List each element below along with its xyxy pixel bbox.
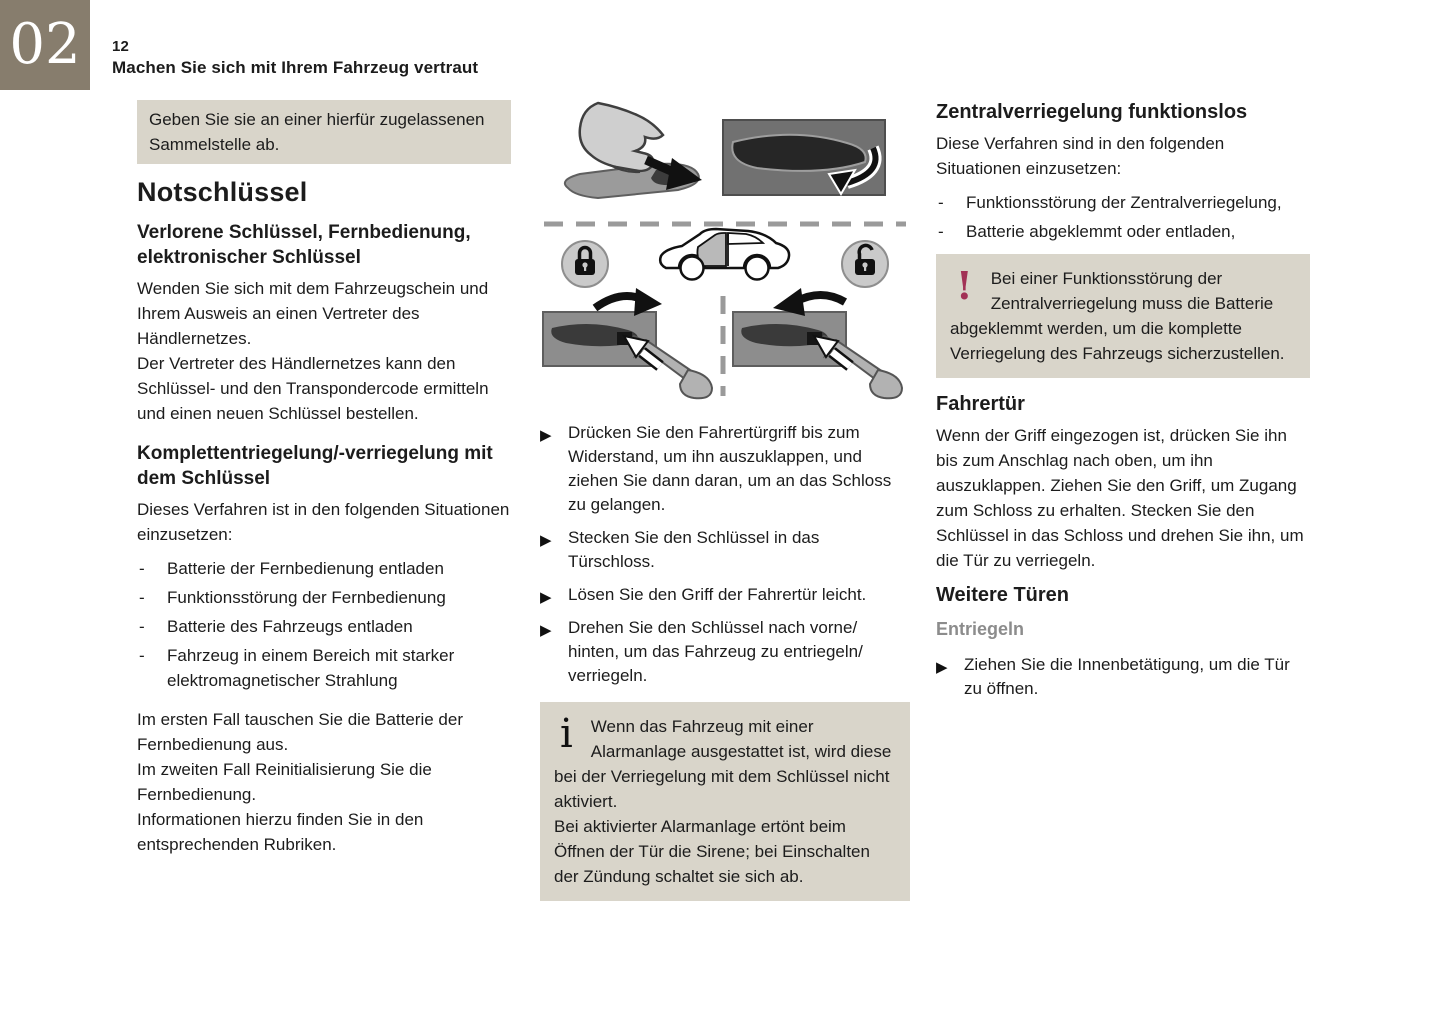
step-item (540, 526, 910, 574)
page-number: 12 (112, 38, 130, 55)
info-box-text: Wenn das Fahrzeug mit einer Alarmanlage ausgestattet ist, wird diese bei der Verriegelung mit dem Schlüssel nicht aktiviert. (554, 717, 892, 811)
left-column (137, 100, 511, 857)
paragraph: Informationen hierzu finden Sie in den entsprechenden Rubriken. (137, 810, 424, 854)
warning-box (936, 254, 1310, 378)
section-title: Notschlüssel (137, 177, 308, 207)
heading-unlock: Entriegeln (936, 619, 1025, 639)
hand-press-handle-icon (565, 103, 702, 198)
list-item-text: Batterie der Fernbedienung entladen (167, 559, 444, 578)
dash-marker: - (139, 559, 145, 578)
other-doors-steps (936, 653, 1310, 701)
chapter-number: 02 (9, 12, 81, 77)
list-item (137, 643, 511, 693)
list-item-text: Funktionsstörung der Zentralverriegelung, (966, 193, 1282, 212)
lost-keys-text (137, 276, 511, 426)
list-item-text: Funktionsstörung der Fernbedienung (167, 588, 446, 607)
step-item (936, 653, 1310, 701)
step-arrow-icon: ▶ (540, 588, 552, 606)
heading-other-doors: Weitere Türen (936, 584, 1069, 606)
heading-central-locking: Zentralverriegelung funktionslos (936, 101, 1248, 123)
heading-lost-keys: Verlorene Schlüssel, Fernbedienung, elektronischer Schlüssel (137, 222, 471, 268)
step-arrow-icon: ▶ (540, 531, 552, 549)
car-side-icon (660, 229, 789, 280)
full-unlock-text (137, 707, 511, 857)
dash-marker: - (139, 588, 145, 607)
page-title: Machen Sie sich mit Ihrem Fahrzeug vertraut (112, 58, 479, 77)
list-item-text: Batterie abgeklemmt oder entladen, (966, 222, 1236, 241)
dash-marker: - (139, 617, 145, 636)
step-item (540, 421, 910, 517)
dash-marker: - (139, 646, 145, 665)
central-locking-list (936, 190, 1310, 244)
lock-closed-icon (562, 241, 608, 287)
step-text: Stecken Sie den Schlüssel in das Türschloss. (568, 528, 820, 571)
key-turn-lock-icon (543, 288, 712, 398)
full-unlock-list (137, 556, 511, 693)
info-box (540, 702, 910, 901)
paragraph: Der Vertreter des Händlernetzes kann den Schlüssel- und den Transpondercode ermitteln und einen neuen Schlüssel bestellen. (137, 354, 489, 423)
list-item (936, 190, 1310, 215)
right-column (936, 100, 1310, 701)
step-text: Drehen Sie den Schlüssel nach vorne/ hinten, um das Fahrzeug zu entriegeln/ verriegeln. (568, 618, 863, 685)
note-box (137, 100, 511, 164)
key-steps (540, 421, 910, 688)
info-box-text: Bei aktivierter Alarmanlage ertönt beim Öffnen der Tür die Sirene; bei Einschalten der Zündung schaltet sie sich ab. (554, 817, 870, 886)
paragraph: Wenden Sie sich mit dem Fahrzeugschein und Ihrem Ausweis an einen Vertreter des Händlernetzes. (137, 279, 489, 348)
warning-icon: ! (956, 263, 973, 308)
info-icon: i (560, 711, 573, 757)
note-box-text: Geben Sie sie an einer hierfür zugelassenen Sammelstelle ab. (149, 110, 485, 154)
chapter-number-block (0, 0, 90, 90)
door-lock-illustration (540, 100, 910, 400)
paragraph: Im zweiten Fall Reinitialisierung Sie die Fernbedienung. (137, 760, 432, 804)
paragraph: Im ersten Fall tauschen Sie die Batterie der Fernbedienung aus. (137, 710, 463, 754)
central-locking-intro: Diese Verfahren sind in den folgenden Situationen einzusetzen: (936, 134, 1225, 178)
dash-marker: - (938, 222, 944, 241)
step-text: Ziehen Sie die Innenbetätigung, um die Tür zu öffnen. (964, 655, 1290, 698)
list-item (936, 219, 1310, 244)
key-turn-unlock-icon (733, 288, 902, 398)
handle-fold-out-icon (723, 120, 885, 195)
middle-column (540, 100, 910, 901)
step-text: Lösen Sie den Griff der Fahrertür leicht. (568, 585, 867, 604)
list-item-text: Fahrzeug in einem Bereich mit starker elektromagnetischer Strahlung (167, 646, 455, 690)
step-item (540, 616, 910, 688)
step-arrow-icon: ▶ (936, 658, 948, 676)
list-item-text: Batterie des Fahrzeugs entladen (167, 617, 413, 636)
dash-marker: - (938, 193, 944, 212)
full-unlock-intro: Dieses Verfahren ist in den folgenden Situationen einzusetzen: (137, 500, 510, 544)
page-header (112, 38, 478, 78)
list-item (137, 556, 511, 581)
step-arrow-icon: ▶ (540, 621, 552, 639)
list-item (137, 585, 511, 610)
driver-door-text: Wenn der Griff eingezogen ist, drücken Sie ihn bis zum Anschlag nach oben, um ihn auszuklappen. Ziehen Sie den Griff, um Zugang zum Schloss zu erhalten. Stecken Sie den Schlüssel in das Schloss und drehen Sie ihn, um die Tür zu verriegeln. (936, 426, 1304, 570)
step-item (540, 583, 910, 607)
step-text: Drücken Sie den Fahrertürgriff bis zum Widerstand, um ihn auszuklappen, und ziehen Sie dann daran, um an das Schloss zu gelangen. (568, 423, 892, 514)
heading-full-unlock: Komplettentriegelung/-verriegelung mit dem Schlüssel (137, 443, 493, 489)
heading-driver-door: Fahrertür (936, 393, 1025, 415)
list-item (137, 614, 511, 639)
lock-open-icon (842, 241, 888, 287)
warning-box-text: Bei einer Funktionsstörung der Zentralverriegelung muss die Batterie abgeklemmt werden, um die komplette Verriegelung des Fahrzeugs sicherzustellen. (950, 269, 1285, 363)
step-arrow-icon: ▶ (540, 426, 552, 444)
